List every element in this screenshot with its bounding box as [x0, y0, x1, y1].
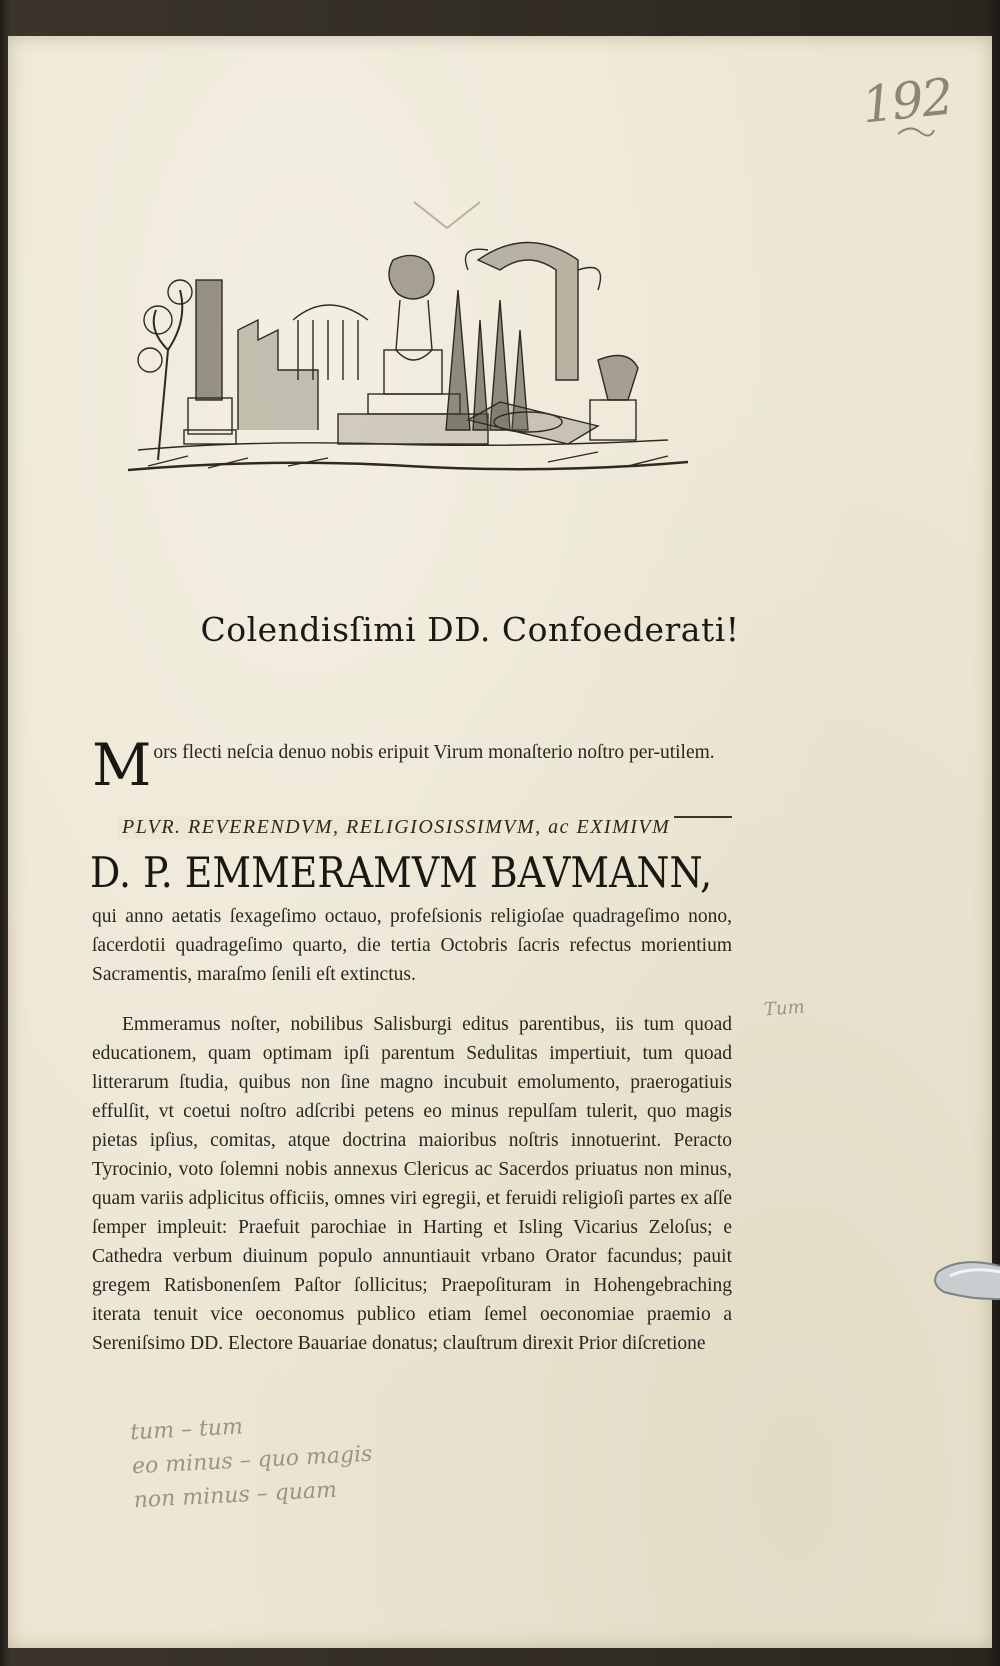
ruins-vignette-engraving	[128, 230, 688, 490]
deceased-name: D. P. EMMERAMVM BAVMANN,	[90, 848, 713, 897]
annotation-line: eo minus – quo magis	[131, 1441, 374, 1480]
deceased-title-line: PLVR. REVERENDVM, RELIGIOSISSIMVM, ac EXIMIVM	[118, 816, 674, 839]
folio-number: 192	[859, 67, 955, 135]
death-details-paragraph: qui anno aetatis ſexageſimo octauo, profeſsionis religioſae quadrageſimo nono, ſacerdotii quadrageſimo quarto, die tertia Octobris ſacris refectus morientium Sacramentis, maraſmo ſenili eſt extinctus.	[92, 906, 732, 985]
annotation-line: tum – tum	[129, 1414, 244, 1446]
opening-paragraph	[92, 731, 732, 799]
pencil-annotations	[129, 1406, 375, 1520]
folio-flourish	[896, 122, 936, 142]
drop-cap: M	[92, 731, 152, 799]
opening-text: ors flecti neſcia denuo nobis eripuit Virum monaſterio noſtro per-utilem.	[153, 742, 715, 763]
margin-annotation: Tum	[763, 996, 806, 1021]
heading-salutation: Colendisſimi DD. Confoederati!	[200, 610, 740, 649]
annotation-line: non minus – quam	[133, 1477, 338, 1514]
page-holder-clip-icon	[930, 1252, 1000, 1312]
biography-paragraph: Emmeramus noſter, nobilibus Salisburgi editus parentibus, iis tum quoad educationem, quam optimam ipſi parentum Sedulitas impertiuit, tum quoad litterarum ſtudia, quibus non ſine magno incubuit emolumento, praerogatiuis effulſit, vt coetui noſtro adſcribi petens eo minus repulſam tulerit, quo magis pietas ipſius, comitas, atque doctrina maioribus noſtris innotuerint. Peracto Tyrocinio, voto ſolemni nobis annexus Clericus ac Sacerdos priuatus non minus, quam variis adplicitus officiis, omnes viri egregii, et feruidi religioſi partes ex aſſe ſemper impleuit: Praefuit parochiae in Harting et Isling Vicarius Zeloſus; e Cathedra verbum diuinum populo annuntiauit vrbano Orator facundus; pauit gregem Ratisbonenſem Paſtor ſollicitus; Praepoſituram in Hohengebraching iterata tenuit vice oeconomus publico etiam ſemel oeconomiae praemio a Sereniſsimo DD. Electore Bauariae donatus; clauſtrum direxit Prior diſcretione	[92, 1014, 732, 1354]
